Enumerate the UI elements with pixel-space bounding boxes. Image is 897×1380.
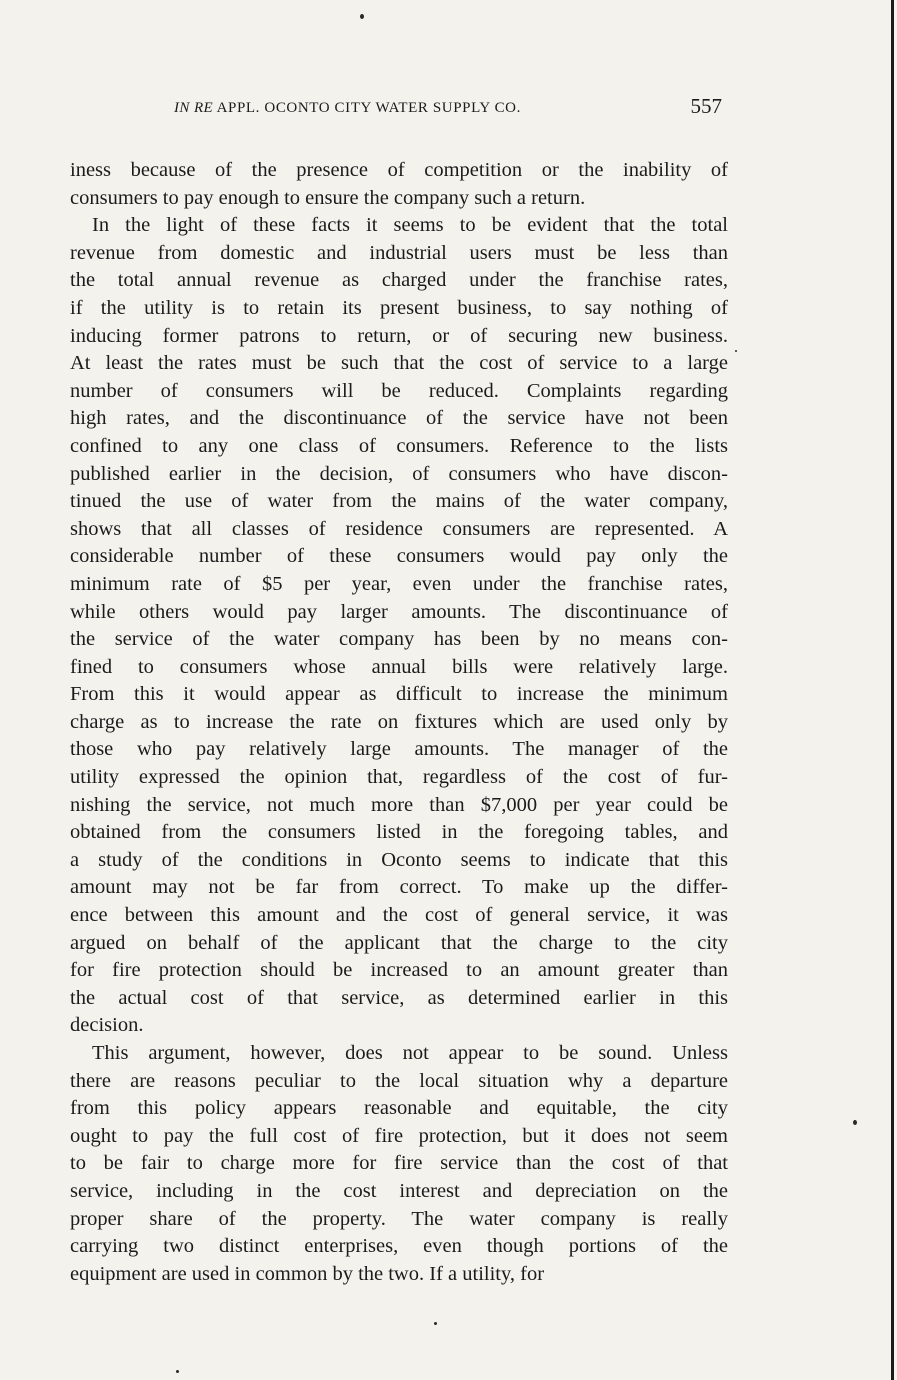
text-line: charge as to increase the rate on fixtures which are used only by — [70, 710, 728, 733]
text-line: there are reasons peculiar to the local situation why a departure — [70, 1069, 728, 1092]
scan-speck — [360, 14, 364, 19]
scan-speck — [434, 1322, 437, 1325]
text-line: number of consumers will be reduced. Complaints regarding — [70, 379, 728, 402]
text-line: shows that all classes of residence consumers are represented. A — [70, 517, 728, 540]
text-line: those who pay relatively large amounts. The manager of the — [70, 738, 728, 761]
text-line: inducing former patrons to return, or of securing new business. — [70, 324, 728, 347]
body-text — [70, 157, 728, 1288]
text-line: equipment are used in common by the two. If a utility, for — [70, 1262, 545, 1285]
running-head-title — [174, 100, 521, 117]
text-line: the total annual revenue as charged under the franchise rates, — [70, 269, 728, 292]
text-line: tinued the use of water from the mains of the water company, — [70, 490, 728, 513]
text-line: argued on behalf of the applicant that the charge to the city — [70, 931, 728, 954]
text-line: high rates, and the discontinuance of the service have not been — [70, 407, 728, 430]
paragraph — [70, 212, 728, 1040]
text-line: if the utility is to retain its present business, to say nothing of — [70, 296, 728, 319]
text-line: amount may not be far from correct. To make up the differ- — [70, 876, 728, 899]
text-line: from this policy appears reasonable and equitable, the city — [70, 1097, 728, 1120]
text-line: ought to pay the full cost of fire protection, but it does not seem — [70, 1124, 728, 1147]
page-number: 557 — [690, 94, 722, 118]
text-line: a study of the conditions in Oconto seems to indicate that this — [70, 848, 728, 871]
text-line: This argument, however, does not appear to be sound. Unless — [92, 1042, 728, 1064]
text-line: to be fair to charge more for fire service than the cost of that — [70, 1152, 728, 1175]
text-line: minimum rate of $5 per year, even under the franchise rates, — [70, 572, 728, 595]
paragraph — [70, 157, 728, 212]
text-line: the service of the water company has been by no means con- — [70, 628, 728, 651]
scan-speck — [735, 350, 737, 352]
text-line: published earlier in the decision, of consumers who have discon- — [70, 462, 728, 485]
scan-speck — [176, 1370, 179, 1373]
text-line: ence between this amount and the cost of general service, it was — [70, 904, 728, 927]
text-line: proper share of the property. The water company is really — [70, 1207, 728, 1230]
paragraph — [70, 1040, 728, 1288]
text-line: fined to consumers whose annual bills were relatively large. — [70, 655, 728, 678]
page-edge-shadow — [891, 0, 894, 1380]
text-line: the actual cost of that service, as determined earlier in this — [70, 986, 728, 1009]
text-line: At least the rates must be such that the cost of service to a large — [70, 352, 728, 375]
text-line: considerable number of these consumers would pay only the — [70, 545, 728, 568]
text-line: utility expressed the opinion that, regardless of the cost of fur- — [70, 766, 728, 789]
text-line: obtained from the consumers listed in the foregoing tables, and — [70, 821, 728, 844]
text-line: while others would pay larger amounts. The discontinuance of — [70, 600, 728, 623]
text-line: for fire protection should be increased to an amount greater than — [70, 959, 728, 982]
text-line: revenue from domestic and industrial users must be less than — [70, 241, 728, 264]
text-line: consumers to pay enough to ensure the company such a return. — [70, 186, 586, 209]
text-line: service, including in the cost interest and depreciation on the — [70, 1179, 728, 1202]
text-line: In the light of these facts it seems to be evident that the total — [92, 214, 728, 237]
running-head — [174, 94, 722, 124]
text-line: decision. — [70, 1014, 144, 1037]
text-line: iness because of the presence of competition or the inability of — [70, 159, 728, 181]
scan-speck — [853, 1120, 857, 1125]
text-line: carrying two distinct enterprises, even though portions of the — [70, 1235, 728, 1258]
text-line: confined to any one class of consumers. Reference to the lists — [70, 434, 728, 457]
running-head-italic: IN RE — [174, 100, 214, 116]
text-line: nishing the service, not much more than $7,000 per year could be — [70, 793, 728, 816]
running-head-rest: APPL. OCONTO CITY WATER SUPPLY CO. — [213, 100, 521, 116]
text-line: From this it would appear as difficult to increase the minimum — [70, 683, 728, 706]
